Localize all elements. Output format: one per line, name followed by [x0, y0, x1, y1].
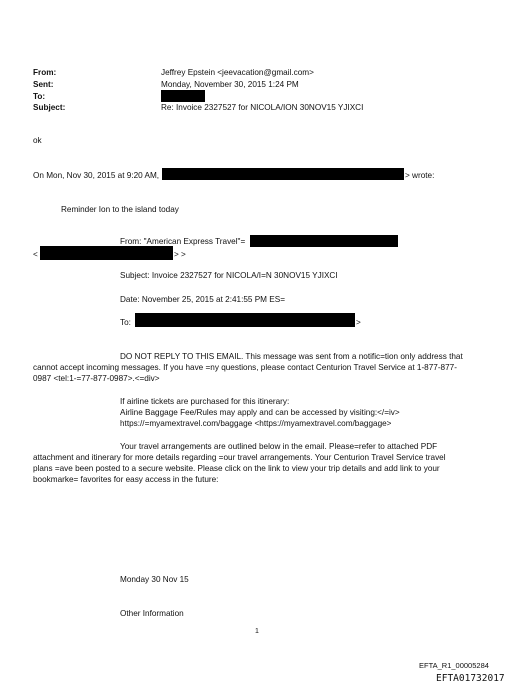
- fwd-gt: > >: [174, 250, 186, 259]
- bates-large: EFTA01732017: [436, 673, 505, 684]
- date-heading: Monday 30 Nov 15: [120, 575, 189, 584]
- quote-intro: On Mon, Nov 30, 2015 at 9:20 AM,: [33, 171, 160, 180]
- travel-line-2: attachment and itinerary for more details regarding =our travel arrangements. Your Centurion Travel Service travel: [33, 453, 446, 462]
- bates-small: EFTA_R1_00005284: [419, 661, 489, 670]
- travel-line-3: plans =ave been posted to a secure website. Please click on the link to view your trip details and add link to your: [33, 464, 440, 473]
- travel-line-4: bookmarke= favorites for easy access in the future:: [33, 475, 219, 484]
- sent-label: Sent:: [33, 80, 54, 89]
- page-number: 1: [255, 628, 259, 635]
- subject-label: Subject:: [33, 103, 66, 112]
- other-info: Other Information: [120, 609, 184, 618]
- reminder-text: Reminder Ion to the island today: [61, 205, 179, 214]
- fwd-to-label: To:: [120, 318, 131, 327]
- fwd-date: Date: November 25, 2015 at 2:41:55 PM ES=: [120, 295, 285, 304]
- airline-line-2: Airline Baggage Fee/Rules may apply and can be accessed by visiting:</=iv>: [120, 408, 400, 417]
- travel-line-1: Your travel arrangements are outlined below in the email. Please=refer to attached PDF: [120, 442, 438, 451]
- airline-line-3: https://=myamextravel.com/baggage <https://myamextravel.com/baggage>: [120, 419, 392, 428]
- fwd-from: From: "American Express Travel"=: [120, 237, 246, 246]
- from-label: From:: [33, 68, 57, 77]
- redaction-fwd-to: [135, 313, 355, 327]
- noreply-line-2: cannot accept incoming messages. If you have =ny questions, please contact Centurion Travel Service at 1-877-877-: [33, 363, 457, 372]
- fwd-lt: <: [33, 250, 38, 259]
- redaction-fwd-from: [250, 235, 398, 247]
- redaction-sender: [162, 168, 404, 180]
- fwd-to-gt: >: [356, 318, 361, 327]
- noreply-line-1: DO NOT REPLY TO THIS EMAIL. This message was sent from a notific=tion only address that: [120, 352, 463, 361]
- from-value: Jeffrey Epstein <jeevacation@gmail.com>: [161, 68, 314, 77]
- sent-value: Monday, November 30, 2015 1:24 PM: [161, 80, 299, 89]
- redaction-to: [161, 90, 205, 102]
- reply-text: ok: [33, 136, 42, 145]
- quote-wrote: > wrote:: [405, 171, 435, 180]
- fwd-subject: Subject: Invoice 2327527 for NICOLA/I=N 30NOV15 YJIXCI: [120, 271, 338, 280]
- redaction-fwd-email: [40, 246, 173, 260]
- to-label: To:: [33, 92, 46, 101]
- noreply-line-3: 0987 <tel:1-=77-877-0987>.<=div>: [33, 374, 160, 383]
- subject-value: Re: Invoice 2327527 for NICOLA/ION 30NOV15 YJIXCI: [161, 103, 364, 112]
- airline-line-1: If airline tickets are purchased for this itinerary:: [120, 397, 290, 406]
